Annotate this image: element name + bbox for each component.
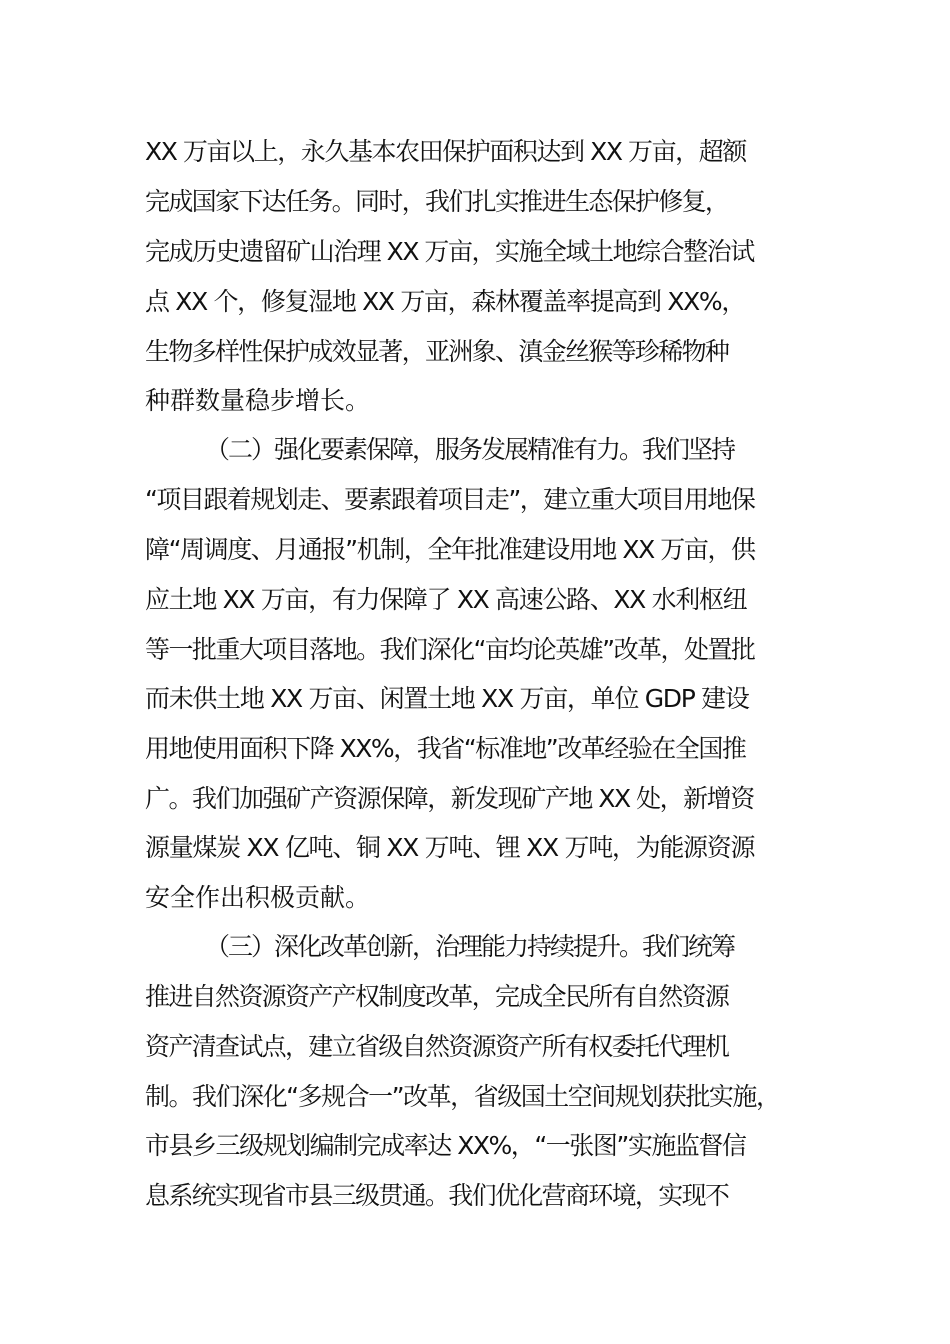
text-line: “项目跟着规划走、要素跟着项目走”，建立重大项目用地保 — [145, 485, 755, 514]
section-heading-line: （三）深化改革创新，治理能力持续提升。我们统筹 — [205, 932, 735, 961]
text-line: 生物多样性保护成效显著，亚洲象、滇金丝猴等珍稀物种 — [145, 337, 729, 366]
text-line: 制。我们深化“多规合一”改革，省级国土空间规划获批实施， — [145, 1082, 780, 1111]
text-line: 用地使用面积下降 XX%，我省“标准地”改革经验在全国推 — [145, 734, 746, 763]
text-line: 息系统实现省市县三级贯通。我们优化营商环境，实现不 — [145, 1181, 729, 1210]
text-line: 种群数量稳步增长。 — [145, 386, 371, 415]
text-line: 市县乡三级规划编制完成率达 XX%，“一张图”实施监督信 — [145, 1131, 746, 1160]
text-line: 而未供土地 XX 万亩、闲置土地 XX 万亩，单位 GDP 建设 — [145, 684, 749, 713]
text-line: 完成历史遗留矿山治理 XX 万亩，实施全域土地综合整治试 — [145, 237, 754, 266]
text-line: 点 XX 个，修复湿地 XX 万亩，森林覆盖率提高到 XX%， — [145, 287, 746, 316]
section-heading-line: （二）强化要素保障，服务发展精准有力。我们坚持 — [205, 435, 735, 464]
text-line: 推进自然资源资产产权制度改革，完成全民所有自然资源 — [145, 982, 729, 1011]
text-line: 资产清查试点，建立省级自然资源资产所有权委托代理机 — [145, 1032, 729, 1061]
text-line: 完成国家下达任务。同时，我们扎实推进生态保护修复， — [145, 187, 729, 216]
text-line: 应土地 XX 万亩，有力保障了 XX 高速公路、XX 水利枢纽 — [145, 585, 747, 614]
text-line: 广。我们加强矿产资源保障，新发现矿产地 XX 处，新增资 — [145, 784, 754, 813]
text-line: 安全作出积极贡献。 — [145, 883, 371, 912]
text-line: 等一批重大项目落地。我们深化“亩均论英雄”改革，处置批 — [145, 635, 755, 664]
text-line: XX 万亩以上，永久基本农田保护面积达到 XX 万亩，超额 — [145, 137, 746, 166]
text-line: 障“周调度、月通报”机制，全年批准建设用地 XX 万亩，供 — [145, 535, 755, 564]
text-line: 源量煤炭 XX 亿吨、铜 XX 万吨、锂 XX 万吨，为能源资源 — [145, 833, 755, 862]
